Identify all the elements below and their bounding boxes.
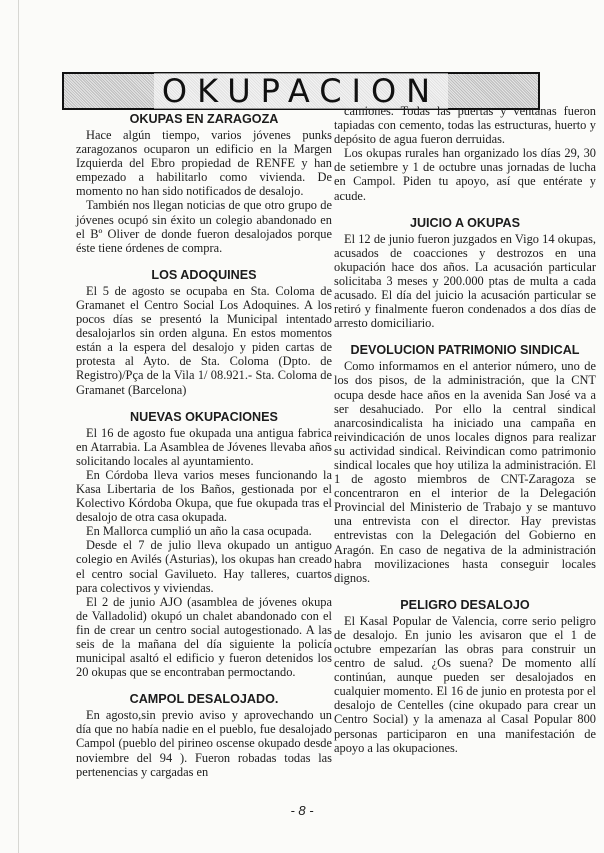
right-column bbox=[334, 104, 596, 768]
article-heading: CAMPOL DESALOJADO. bbox=[129, 692, 279, 707]
article-paragraph: El 2 de junio AJO (asamblea de jóvenes okupa de Valladolid) okupó un chalet abandonado con el fin de crear un centro social autogestionado. A las seis de la mañana del día siguiente la policía municipal asaltó el edificio y fueron detenidos los 20 okupas que se encontraban permoctando. bbox=[76, 594, 332, 680]
article-paragraph: El 16 de agosto fue okupada una antigua fabrica en Atarrabia. La Asamblea de Jóvenes llevaba años solicitando locales al ayuntamiento. bbox=[76, 425, 332, 468]
article-heading: OKUPAS EN ZARAGOZA bbox=[129, 112, 279, 126]
article-paragraph: camiones. Todas las puertas y ventanas fueron tapiadas con cemento, todas las estructuras, huerto y depósito de agua fueron derruidas. bbox=[334, 104, 596, 147]
article-paragraph: Los okupas rurales han organizado los días 29, 30 de setiembre y 1 de octubre unas jornadas de lucha en Campol. Piden tu apoyo, así que entérate y acude. bbox=[334, 146, 596, 203]
article-paragraph: El 12 de junio fueron juzgados en Vigo 14 okupas, acusados de coacciones y destrozos en una okupación hace dos años. La acusación particular solicitaba 3 meses y 200.000 ptas de multa a cada acusado. El día del juicio la acusación particular se retiró y finalmente fueron condenados a dos días de arresto domiciliario. bbox=[334, 231, 596, 331]
article-heading: JUICIO A OKUPAS bbox=[409, 215, 521, 230]
article-paragraph: También nos llegan noticias de que otro grupo de jóvenes ocupó sin éxito un colegio abandonado en el Bº Oliver de donde fueron desalojados porque éste tiene órdenes de compra. bbox=[76, 198, 332, 255]
banner-title: OKUPACION bbox=[154, 73, 448, 109]
article-paragraph: En agosto,sin previo aviso y aprovechando un día que no había nadie en el pueblo, fue desalojado Campol (pueblo del pirineo oscense okupado desde noviembre del 94 ). Fueron robadas todas las pertenencias y cargadas en bbox=[76, 708, 332, 779]
article-paragraph: Como informamos en el anterior número, uno de los dos pisos, de la administración, que la CNT ocupa desde hace años en la avenida San José va a ser desahuciado. Por ello la central sindical anarcosindicalista ha iniciado una campaña en reivindicación de unos locales dignos para realizar su actividad sindical. Reivindican como patrimonio sindical locales que hoy utiliza la administración. El 1 de agosto miembros de CNT-Zaragoza se concentraron en el interior de la Delegación Provincial del Ministerio de Trabajo y se mantuvo una entrevista con el director. Hay previstas entrevistas con la Delegación del Gobierno en Aragón. En caso de negativa de la administración habra movilizaciones hasta conseguir locales dignos. bbox=[334, 359, 596, 585]
article bbox=[76, 268, 332, 397]
article bbox=[334, 598, 596, 755]
article bbox=[334, 216, 596, 331]
article-paragraph: El Kasal Popular de Valencia, corre serio peligro de desalojo. En junio les avisaron que el 1 de octubre empezarían las obras para construir un centro de salud. ¿Os suena? De momento allí continúan, aunque pueden ser desalojados en cualquier momento. El 16 de junio en protesta por el desalojo de Centelles (cine okupado para crear un Centro Social) y la amenaza al Casal Popular 800 personas participaron en una manifestación de apoyo a las okupaciones. bbox=[334, 613, 596, 755]
left-column bbox=[76, 112, 332, 792]
article-paragraph: En Córdoba lleva varios meses funcionando la Kasa Libertaria de los Baños, gestionada por el Kolectivo Kórdoba Okupa, que fue okupada tras el desalojo de otra casa okupada. bbox=[76, 467, 332, 525]
article-heading: DEVOLUCION PATRIMONIO SINDICAL bbox=[350, 343, 580, 358]
article-paragraph: Desde el 7 de julio lleva okupado un antiguo colegio en Avilés (Asturias), los okupas han creado el centro social Gavilueto. Hay talleres, cuartos para colectivos y viviendas. bbox=[76, 538, 332, 595]
article bbox=[76, 112, 332, 255]
article-paragraph: En Mallorca cumplió un año la casa ocupada. bbox=[86, 524, 312, 539]
article-heading: NUEVAS OKUPACIONES bbox=[130, 409, 278, 424]
article bbox=[334, 343, 596, 585]
article bbox=[334, 104, 596, 203]
article-heading: LOS ADOQUINES bbox=[151, 267, 257, 282]
article-paragraph: Hace algún tiempo, varios jóvenes punks zaragozanos ocuparon un edificio en la Margen Izquierda del Ebro propiedad de RENFE y han empezado a habilitarlo como vivienda. De momento no han sido notificados de desalojo. bbox=[76, 128, 332, 199]
article bbox=[76, 692, 332, 778]
article-paragraph: El 5 de agosto se ocupaba en Sta. Coloma de Gramanet el Centro Social Los Adoquines. A los pocos días se presentó la Municipal intentado desalojarlos sin orden alguna. En estos momentos están a la espera del desalojo y piden cartas de protesta al Ayto. de Sta. Coloma (Dpto. de Registro)/Pça de la Vila 1/ 08.921.- Sta. Coloma de Gramanet (Barcelona) bbox=[76, 283, 332, 397]
page-number: - 8 - bbox=[290, 803, 314, 818]
page-edge-line bbox=[18, 0, 19, 853]
article-heading: PELIGRO DESALOJO bbox=[400, 597, 530, 612]
article bbox=[76, 410, 332, 680]
